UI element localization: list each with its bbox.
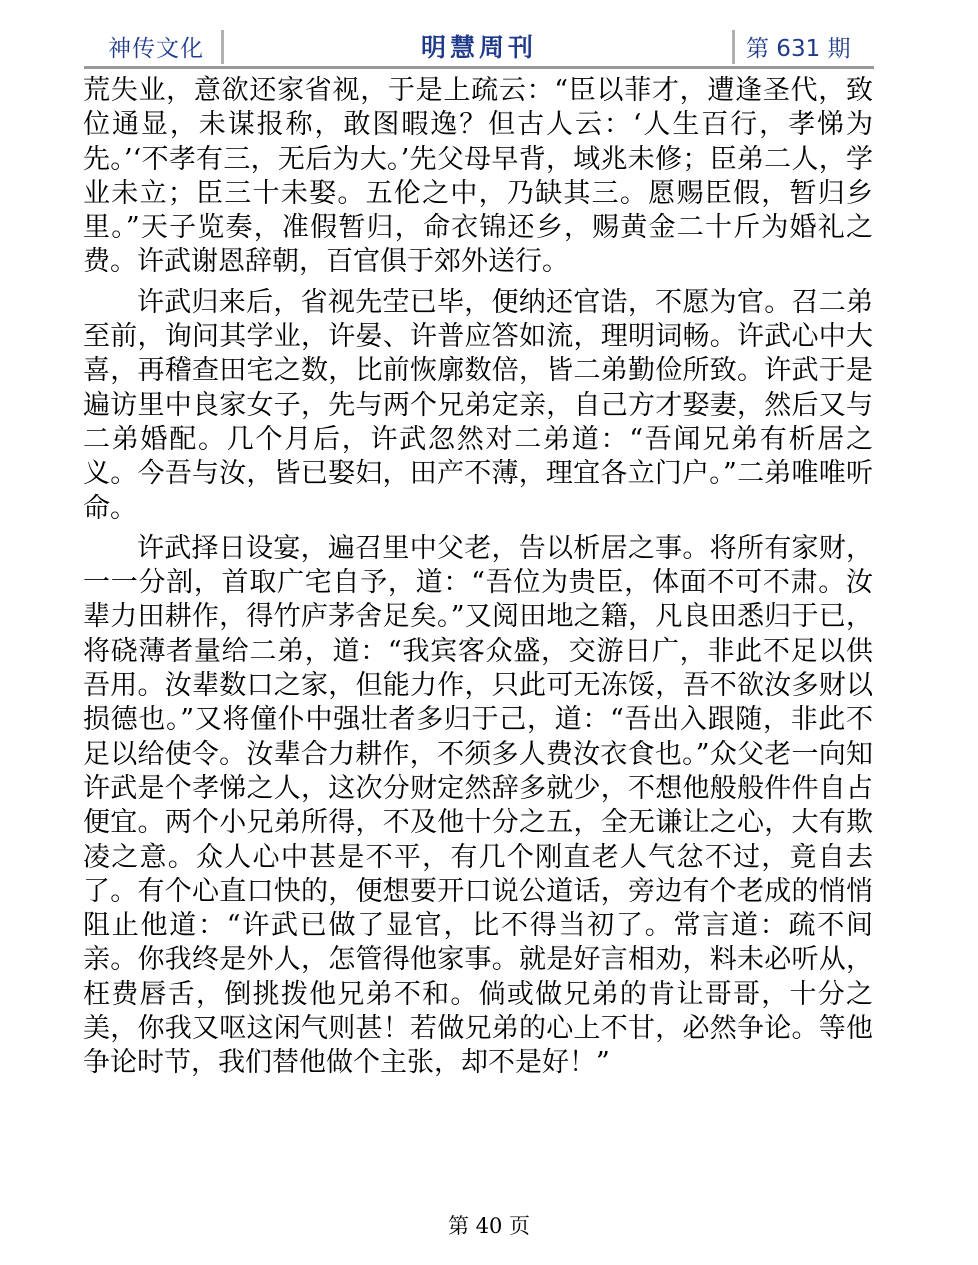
- issue-number: 第 631 期: [746, 36, 851, 62]
- publication-title: 明慧周刊: [420, 33, 537, 62]
- header-divider-right: [732, 30, 735, 64]
- paragraph-1: 荒失业，意欲还家省视，于是上疏云：“臣以菲才，遭逢圣代，致位通显，未谋报称，敢图暇逸？但古人云：‘人生百行，孝悌为先。’‘不孝有三，无后为大。’先父母早背，域兆未修；臣弟二人，学业未立；臣三十未娶。五伦之中，乃缺其三。愿赐臣假，暂归乡里。”天子览奏，准假暂归，命衣锦还乡，赐黄金二十斤为婚礼之费。许武谢恩辞朝，百官俱于郊外送行。: [83, 75, 873, 278]
- page-header: [84, 26, 874, 68]
- paragraph-3: 许武择日设宴，遍召里中父老，告以析居之事。将所有家财，一一分剖，首取广宅自予，道：“吾位为贵臣，体面不可不肃。汝辈力田耕作，得竹庐茅舍足矣。”又阅田地之籍，凡良田悉归于已，将硗薄者量给二弟，道：“我宾客众盛，交游日广，非此不足以供吾用。汝辈数口之家，但能力作，只此可无冻馁，吾不欲汝多财以损德也。”又将僮仆中强壮者多归于己，道：“吾出入跟随，非此不足以给使令。汝辈合力耕作，不须多人费汝衣食也。”众父老一向知许武是个孝悌之人，这次分财定然辞多就少，不想他般般件件自占便宜。两个小兄弟所得，不及他十分之五，全无谦让之心，大有欺凌之意。众人心中甚是不平，有几个刚直老人气忿不过，竟自去了。有个心直口快的，便想要开口说公道话，旁边有个老成的悄悄阻止他道：“许武已做了显官，比不得当初了。常言道：疏不间亲。你我终是外人，怎管得他家事。就是好言相劝，料未必听从，枉费唇舌，倒挑拨他兄弟不和。倘或做兄弟的肯让哥哥，十分之美，你我又呕这闲气则甚！若做兄弟的心上不甘，必然争论。等他争论时节，我们替他做个主张，却不是好！”: [83, 532, 873, 1079]
- section-label: 神传文化: [108, 36, 204, 62]
- paragraph-2: 许武归来后，省视先茔已毕，便纳还官诰，不愿为官。召二弟至前，询问其学业，许晏、许普应答如流，理明词畅。许武心中大喜，再稽查田宅之数，比前恢廓数倍，皆二弟勤俭所致。许武于是遍访里中良家女子，先与两个兄弟定亲，自己方才娶妻，然后又与二弟婚配。几个月后，许武忽然对二弟道：“吾闻兄弟有析居之义。今吾与汝，皆已娶妇，田产不薄，理宜各立门户。”二弟唯唯听命。: [83, 286, 873, 524]
- article-body: [83, 74, 873, 1087]
- header-rule: [84, 66, 874, 69]
- page-number: 第 40 页: [447, 1214, 531, 1238]
